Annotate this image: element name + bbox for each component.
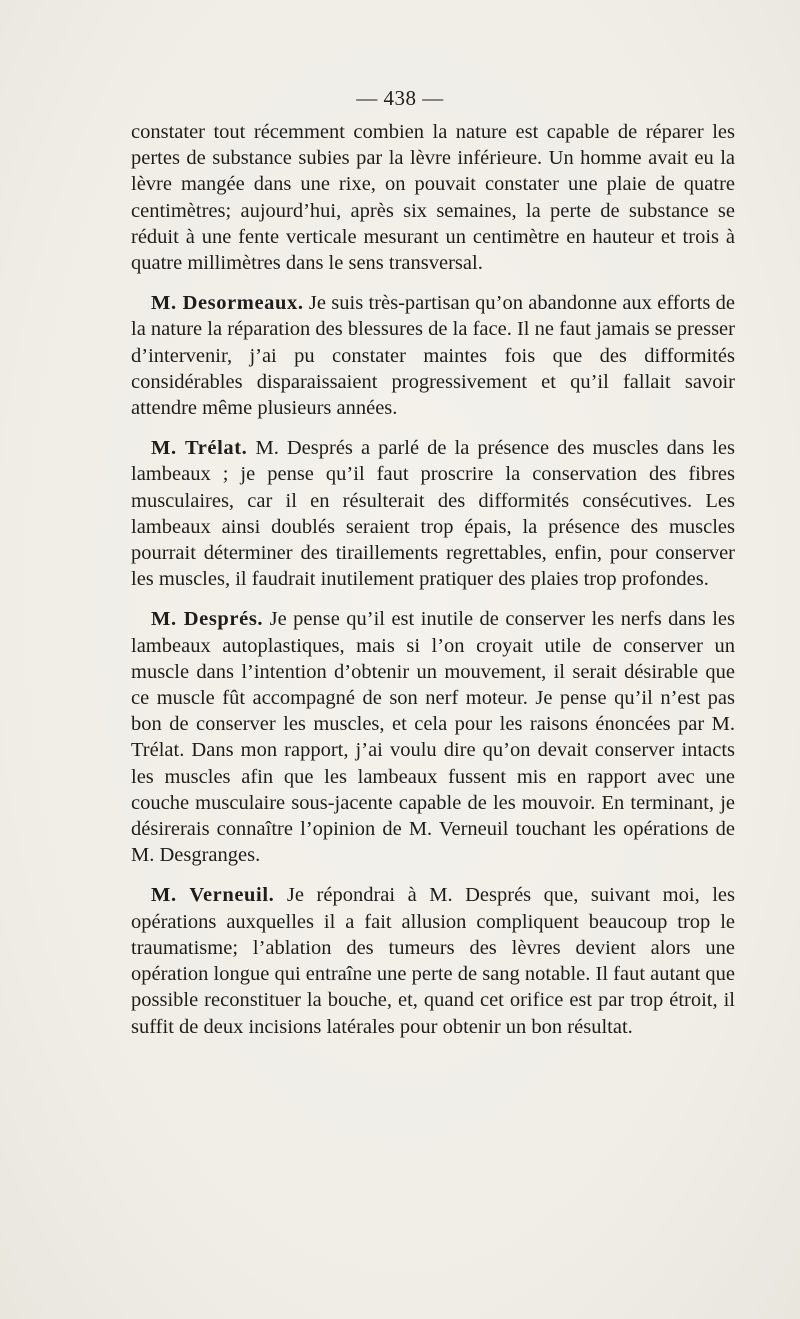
page-number: — 438 —: [356, 86, 444, 110]
paragraph-despres: [131, 606, 735, 868]
speaker-name: M. Desormeaux.: [151, 292, 304, 315]
paragraph-text: Je répondrai à M. Després que, suivant moi, les opérations auxquelles il a fait allusion compliquent beaucoup trop le traumatisme; l’ablation des tumeurs des lèvres devient alors une opération longue qui entraîne une perte de sang notable. Il faut autant que possible reconstituer la bouche, et, quand cet orifice est par trop étroit, il suffit de deux incisions latérales pour obtenir un bon résultat.: [131, 884, 735, 1038]
speaker-name: M. Després.: [151, 608, 264, 631]
paragraph-verneuil: [131, 882, 735, 1039]
paragraph-text: Je suis très-partisan qu’on abandonne aux efforts de la nature la réparation des blessures de la face. Il ne faut jamais se presser d’intervenir, j’ai pu constater maintes fois que des difformités considérables disparaissaient progressivement et qu’il fallait savoir attendre même plusieurs années.: [131, 292, 736, 420]
paragraph-desormeaux: [131, 290, 735, 421]
speaker-name: M. Verneuil.: [151, 884, 275, 907]
body-text: [131, 119, 735, 1040]
paragraph-continuation: [131, 119, 735, 276]
paragraph-text: M. Després a parlé de la présence des muscles dans les lambeaux ; je pense qu’il faut proscrire la conservation des fibres musculaires, car il en résulterait des difformités consécutives. Les lambeaux ainsi doublés seraient trop épais, la présence des muscles pourrait déterminer des tiraillements regrettables, enfin, pour conserver les muscles, il faudrait inutilement pratiquer des plaies trop profondes.: [131, 437, 735, 591]
speaker-name: M. Trélat.: [151, 437, 248, 460]
paragraph-text: constater tout récemment combien la nature est capable de réparer les pertes de substance subies par la lèvre inférieure. Un homme avait eu la lèvre mangée dans une rixe, on pouvait constater une plaie de quatre centimètres; aujourd’hui, après six semaines, la perte de substance se réduit à une fente verticale mesurant un centimètre en hauteur et trois à quatre millimètres dans le sens transversal.: [131, 121, 735, 275]
paragraph-text: Je pense qu’il est inutile de conserver les nerfs dans les lambeaux autoplastiques, mais si l’on croyait utile de conserver un muscle dans l’intention d’obtenir un mouvement, il serait désirable que ce muscle fût accompagné de son nerf moteur. Je pense qu’il n’est pas bon de conserver les muscles, et cela pour les raisons énoncées par M. Trélat. Dans mon rapport, j’ai voulu dire qu’on devait conserver intacts les muscles afin que les lambeaux fussent mis en rapport avec une couche musculaire sous-jacente capable de les mouvoir. En terminant, je désirerais connaître l’opinion de M. Verneuil touchant les opérations de M. Desgranges.: [131, 608, 735, 867]
paragraph-trelat: [131, 435, 735, 592]
